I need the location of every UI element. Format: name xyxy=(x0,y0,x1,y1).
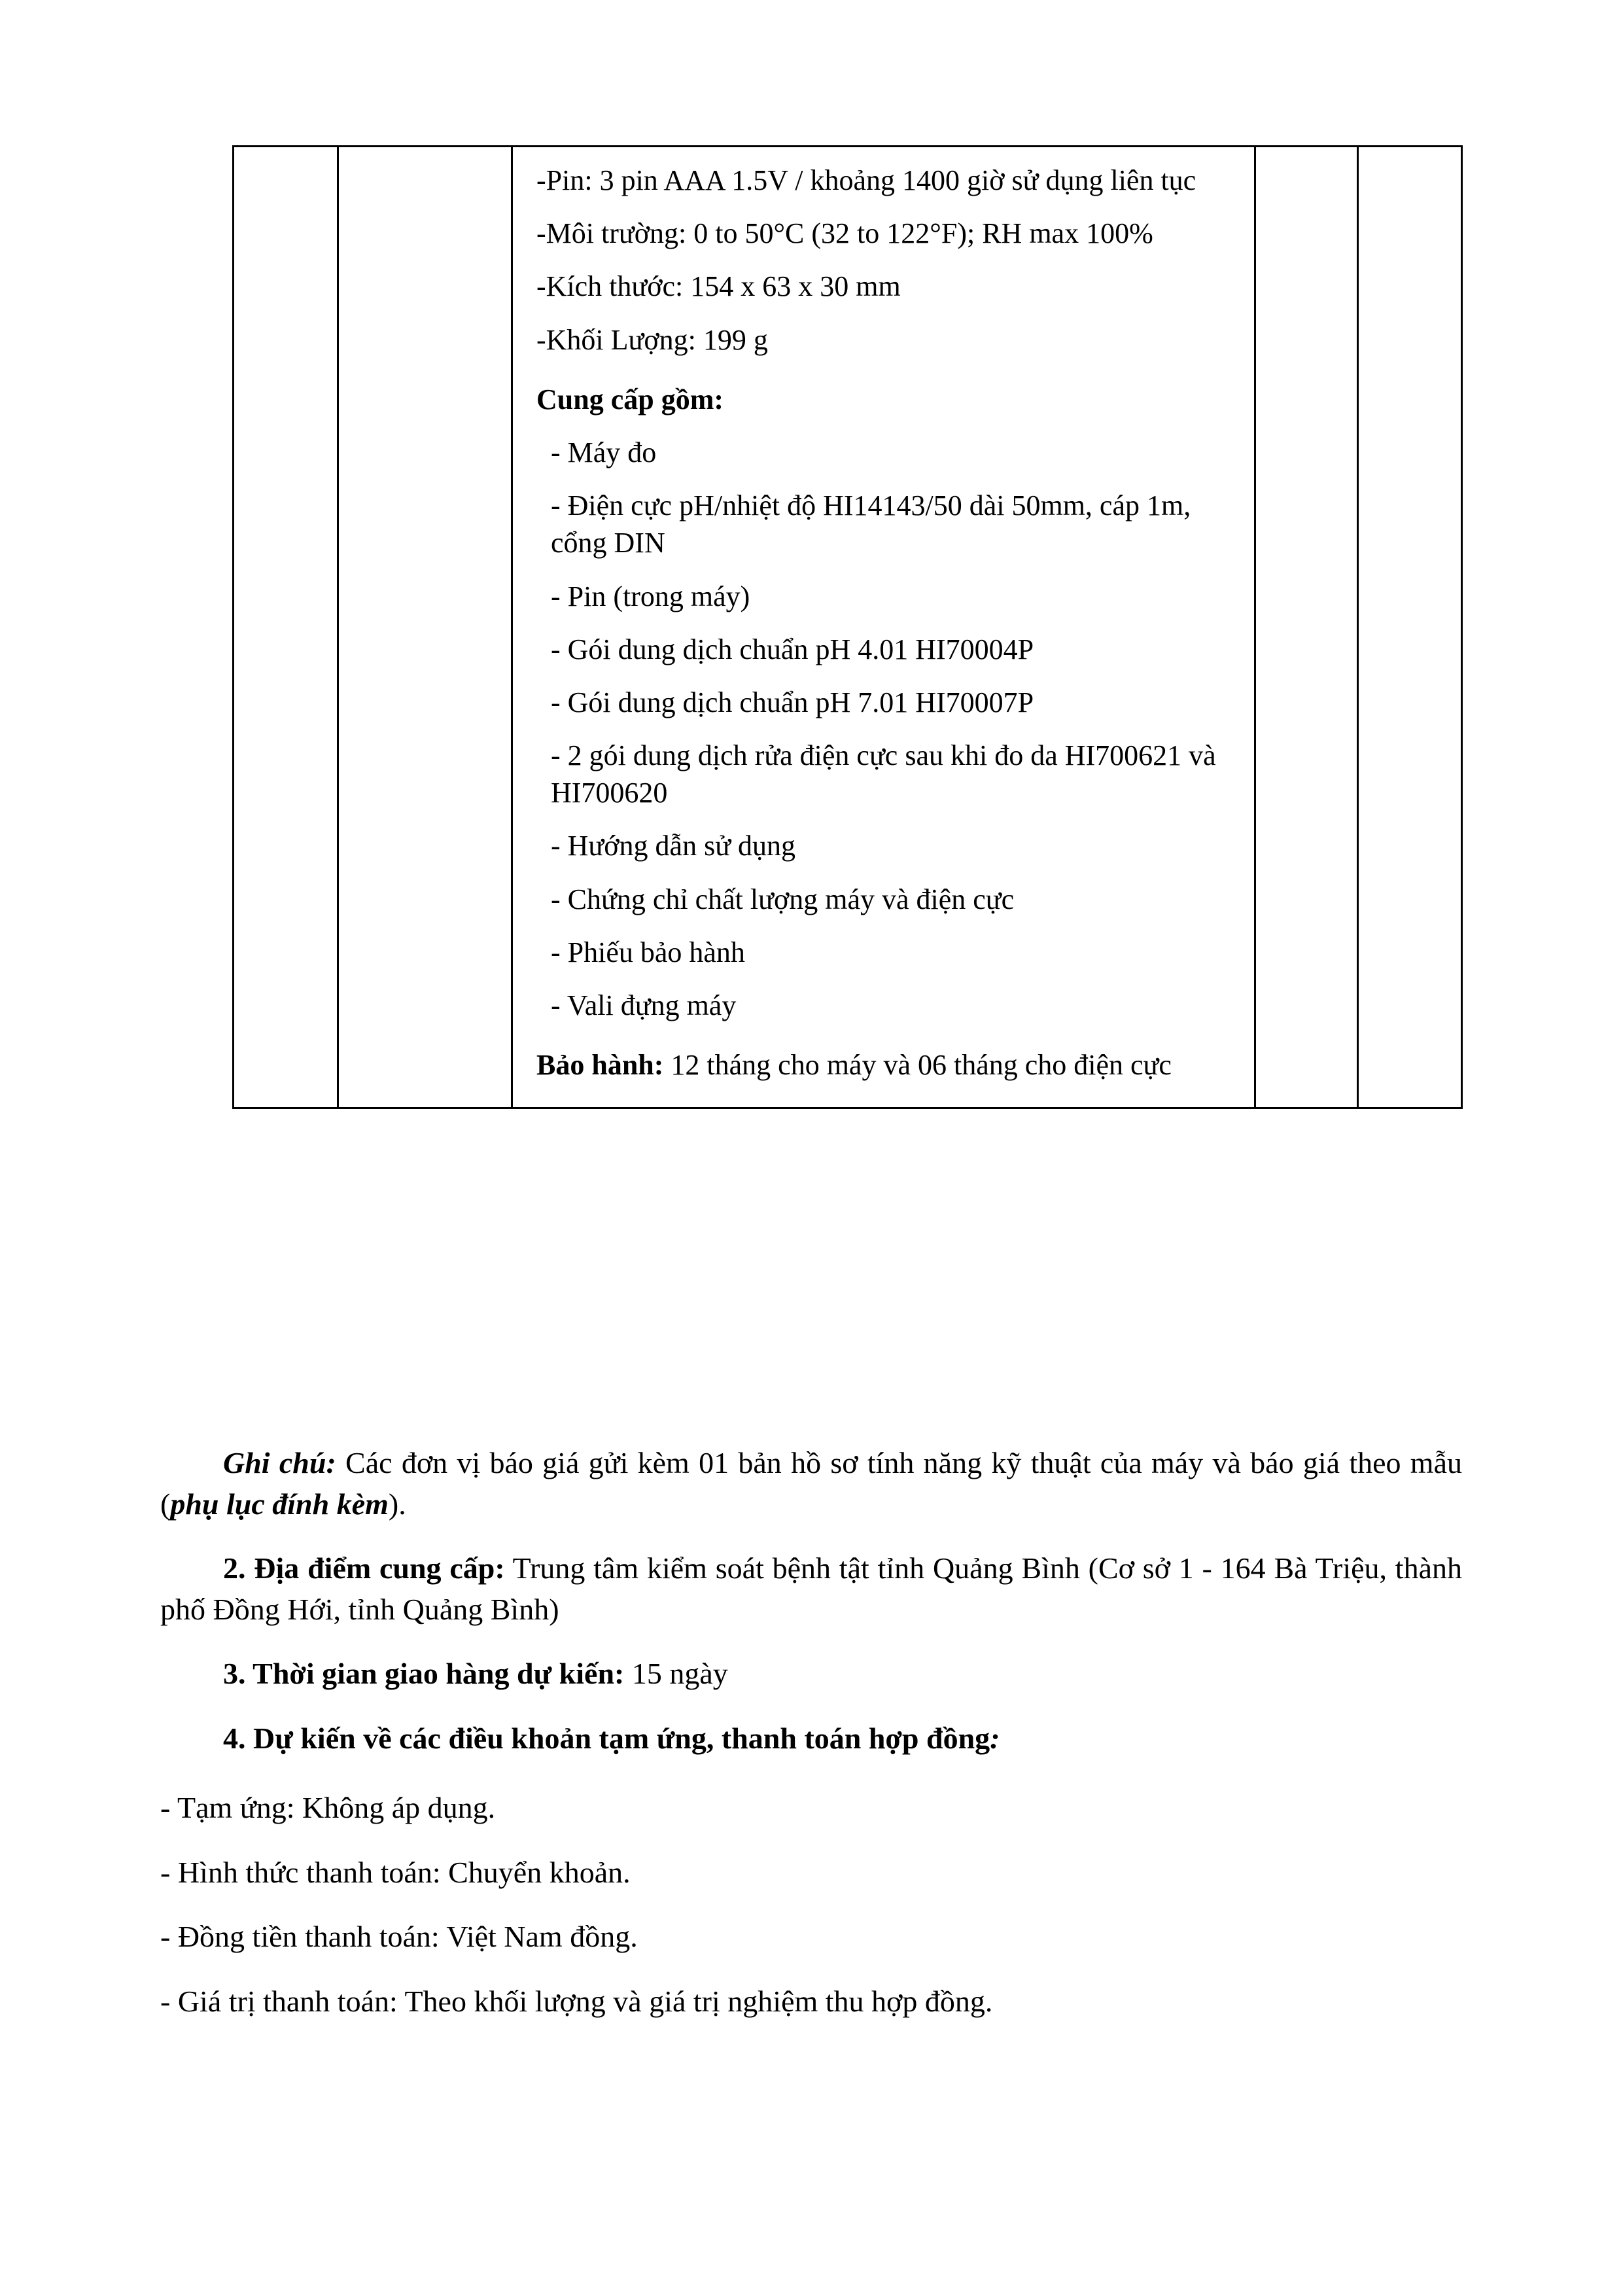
section-4-paragraph xyxy=(160,1718,1462,1759)
spec-include-item: - Chứng chỉ chất lượng máy và điện cực xyxy=(551,883,1015,915)
note-paragraph xyxy=(160,1443,1462,1525)
spec-warranty-value: 12 tháng cho máy và 06 tháng cho điện cực xyxy=(663,1049,1172,1082)
table-row xyxy=(234,147,1462,1108)
spec-line-environment: -Môi trường: 0 to 50°C (32 to 122°F); RH max 100% xyxy=(536,217,1153,250)
spacer xyxy=(160,1902,1462,1916)
spec-line-dimensions: -Kích thước: 154 x 63 x 30 mm xyxy=(536,270,901,303)
spec-warranty xyxy=(536,1046,1230,1084)
section-3-paragraph xyxy=(160,1653,1462,1695)
spec-include-item: - Điện cực pH/nhiệt độ HI14143/50 dài 50mm, cáp 1m, cổng DIN xyxy=(551,489,1191,559)
spec-include-item: - Gói dung dịch chuẩn pH 4.01 HI70004P xyxy=(551,633,1034,665)
spacer xyxy=(160,1534,1462,1548)
payment-term-item: - Tạm ứng: Không áp dụng. xyxy=(160,1791,496,1825)
note-text-before: Các đơn vị báo giá gửi kèm 01 bản hồ sơ tính năng kỹ thuật của máy và báo giá theo mẫu ( xyxy=(160,1446,1463,1521)
note-emphasis: phụ lục đính kèm xyxy=(170,1487,389,1521)
section-4-value: : xyxy=(990,1721,1000,1755)
spacer xyxy=(160,1967,1462,1981)
spacer xyxy=(160,1704,1462,1718)
spacer xyxy=(160,1838,1462,1852)
section-3-value: 15 ngày xyxy=(624,1657,728,1691)
spec-include-item: - Gói dung dịch chuẩn pH 7.01 HI70007P xyxy=(551,686,1034,718)
spacer xyxy=(160,1768,1462,1788)
table-cell-name xyxy=(338,147,512,1108)
table-cell-unit xyxy=(1255,147,1358,1108)
document-body xyxy=(160,1443,1462,2031)
table-cell-index xyxy=(234,147,338,1108)
table-cell-quantity xyxy=(1358,147,1462,1108)
spec-include-item: - Hướng dẫn sử dụng xyxy=(551,830,796,862)
spec-include-item: - 2 gói dung dịch rửa điện cực sau khi đo da HI700621 và HI700620 xyxy=(551,739,1216,809)
section-2-title: 2. Địa điểm cung cấp: xyxy=(223,1551,505,1585)
spec-line-weight: -Khối Lượng: 199 g xyxy=(536,323,768,356)
spacer xyxy=(160,1639,1462,1653)
note-text-after: ). xyxy=(388,1487,406,1521)
section-3-title: 3. Thời gian giao hàng dự kiến: xyxy=(223,1657,625,1691)
section-2-value: Trung tâm kiểm soát bệnh tật tỉnh Quảng Bình (Cơ sở 1 - 164 Bà Triệu, thành phố Đồng Hới, tỉnh Quảng Bình) xyxy=(160,1551,1463,1626)
spec-includes-heading: Cung cấp gồm: xyxy=(536,383,724,415)
note-label: Ghi chú: xyxy=(223,1446,336,1479)
spec-include-item: - Máy đo xyxy=(551,436,657,468)
spec-include-item: - Phiếu bảo hành xyxy=(551,936,745,968)
section-4-title: 4. Dự kiến về các điều khoản tạm ứng, thanh toán hợp đồng xyxy=(223,1721,990,1755)
table-cell-specification xyxy=(512,147,1255,1108)
spec-include-item: - Vali đựng máy xyxy=(551,989,737,1021)
payment-term-item: - Hình thức thanh toán: Chuyển khoản. xyxy=(160,1855,631,1889)
specification-table xyxy=(232,145,1463,1109)
spec-include-item: - Pin (trong máy) xyxy=(551,580,750,612)
spec-warranty-label: Bảo hành: xyxy=(536,1049,664,1082)
spec-line-battery: -Pin: 3 pin AAA 1.5V / khoảng 1400 giờ sử dụng liên tục xyxy=(536,164,1196,196)
section-2-paragraph xyxy=(160,1548,1462,1630)
payment-term-item: - Giá trị thanh toán: Theo khối lượng và giá trị nghiệm thu hợp đồng. xyxy=(160,1984,993,2018)
payment-term-item: - Đồng tiền thanh toán: Việt Nam đồng. xyxy=(160,1920,638,1954)
